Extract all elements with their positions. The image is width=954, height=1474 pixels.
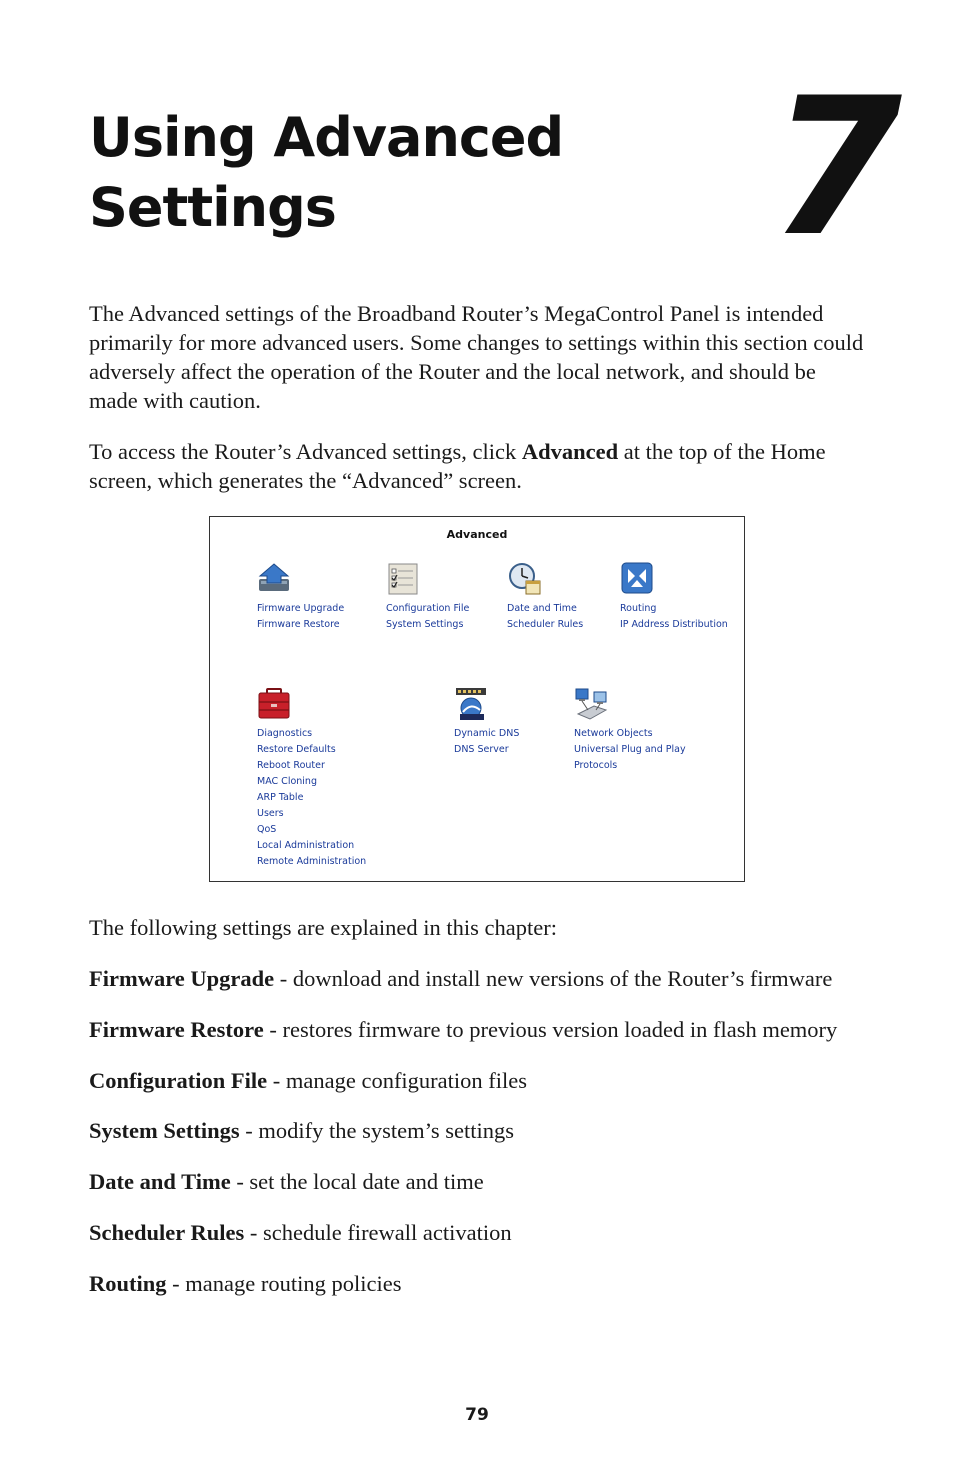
mac-cloning-link[interactable]: MAC Cloning [257, 776, 317, 787]
configuration-links [386, 601, 469, 633]
chapter-title [89, 103, 649, 243]
list-item-description: - modify the system’s settings [239, 1118, 514, 1144]
dns-server-link[interactable]: DNS Server [454, 744, 509, 755]
protocols-link[interactable]: Protocols [574, 760, 618, 771]
intro-paragraph-1: The Advanced settings of the Broadband Router’s MegaControl Panel is intended primarily for more advanced users. Some changes to settings within this section could adversely affect the operation of the Router and the local network, and should be made with caution. [89, 301, 864, 413]
date-time-group [507, 561, 583, 633]
routing-group [620, 561, 728, 633]
chapter-title-line2: Settings [89, 176, 336, 239]
users-link[interactable]: Users [257, 808, 284, 819]
local-administration-link[interactable]: Local Administration [257, 840, 355, 851]
chapter-title-line1: Using Advanced [89, 106, 564, 169]
dynamic-dns-icon[interactable] [454, 686, 490, 722]
intro-paragraph-2-start: To access the Router’s Advanced settings, click [89, 439, 522, 464]
routing-link[interactable]: Routing [620, 603, 657, 614]
restore-defaults-link[interactable]: Restore Defaults [257, 744, 336, 755]
date-and-time-link[interactable]: Date and Time [507, 603, 577, 614]
routing-links [620, 601, 728, 633]
list-item-description: - manage routing policies [166, 1270, 402, 1296]
firmware-restore-link[interactable]: Firmware Restore [257, 619, 340, 630]
list-item-description: - manage configuration files [267, 1067, 528, 1093]
network-objects-link[interactable]: Network Objects [574, 728, 653, 739]
dynamic-dns-link[interactable]: Dynamic DNS [454, 728, 520, 739]
arp-table-link[interactable]: ARP Table [257, 792, 304, 803]
list-item-description: - schedule firewall activation [244, 1219, 512, 1245]
remote-administration-link[interactable]: Remote Administration [257, 856, 367, 867]
scheduler-rules-link[interactable]: Scheduler Rules [507, 619, 584, 630]
universal-plug-and-play-link[interactable]: Universal Plug and Play [574, 744, 686, 755]
network-objects-icon[interactable] [574, 686, 610, 722]
list-item [89, 1269, 889, 1320]
list-item-term: Configuration File [89, 1067, 268, 1093]
ip-address-distribution-link[interactable]: IP Address Distribution [620, 619, 728, 630]
date-time-links [507, 601, 583, 633]
settings-list-lead: The following settings are explained in this chapter: [89, 915, 557, 940]
list-item-description: - set the local date and time [230, 1169, 484, 1195]
toolbox-icon[interactable] [257, 686, 293, 722]
list-item [89, 1167, 889, 1218]
list-item-term: Routing [89, 1270, 167, 1296]
dynamic-dns-group [454, 686, 519, 758]
list-item [89, 1066, 889, 1117]
firmware-upgrade-link[interactable]: Firmware Upgrade [257, 603, 345, 614]
list-item [89, 1116, 889, 1167]
list-item-term: System Settings [89, 1118, 240, 1144]
list-item-description: - download and install new versions of the Router’s firmware [274, 966, 833, 991]
firmware-links [257, 601, 344, 633]
list-item-term: Firmware Restore [89, 1016, 264, 1042]
list-item-term: Firmware Upgrade [89, 966, 275, 991]
network-objects-links [574, 726, 686, 774]
qos-link[interactable]: QoS [257, 824, 277, 835]
toolbox-links [257, 726, 366, 870]
intro-paragraph-2 [89, 437, 864, 495]
toolbox-group [257, 686, 366, 870]
date-time-icon[interactable] [507, 561, 543, 597]
advanced-keyword: Advanced [521, 439, 619, 464]
list-item-term: Date and Time [89, 1169, 231, 1195]
advanced-screen-title: Advanced [446, 528, 508, 541]
network-objects-group [574, 686, 686, 774]
dynamic-dns-links [454, 726, 519, 758]
reboot-router-link[interactable]: Reboot Router [257, 760, 325, 771]
configuration-file-link[interactable]: Configuration File [386, 603, 470, 614]
configuration-file-icon[interactable] [386, 561, 422, 597]
chapter-number: 7 [770, 57, 895, 278]
list-item [89, 964, 889, 1015]
list-item-description: - restores firmware to previous version loaded in flash memory [263, 1016, 838, 1042]
firmware-upgrade-icon[interactable] [257, 561, 293, 597]
intro-paragraph-2-end: at the top of the Home screen, which generates the “Advanced” screen. [89, 439, 826, 493]
list-item [89, 1218, 889, 1269]
list-item [89, 1015, 889, 1066]
page-number: 79 [465, 1405, 489, 1425]
routing-icon[interactable] [620, 561, 656, 597]
settings-list [89, 964, 889, 1320]
system-settings-link[interactable]: System Settings [386, 619, 464, 630]
list-item-term: Scheduler Rules [89, 1219, 245, 1245]
firmware-group [257, 561, 344, 633]
diagnostics-link[interactable]: Diagnostics [257, 728, 313, 739]
advanced-screen-capture [209, 516, 745, 882]
configuration-group [386, 561, 469, 633]
